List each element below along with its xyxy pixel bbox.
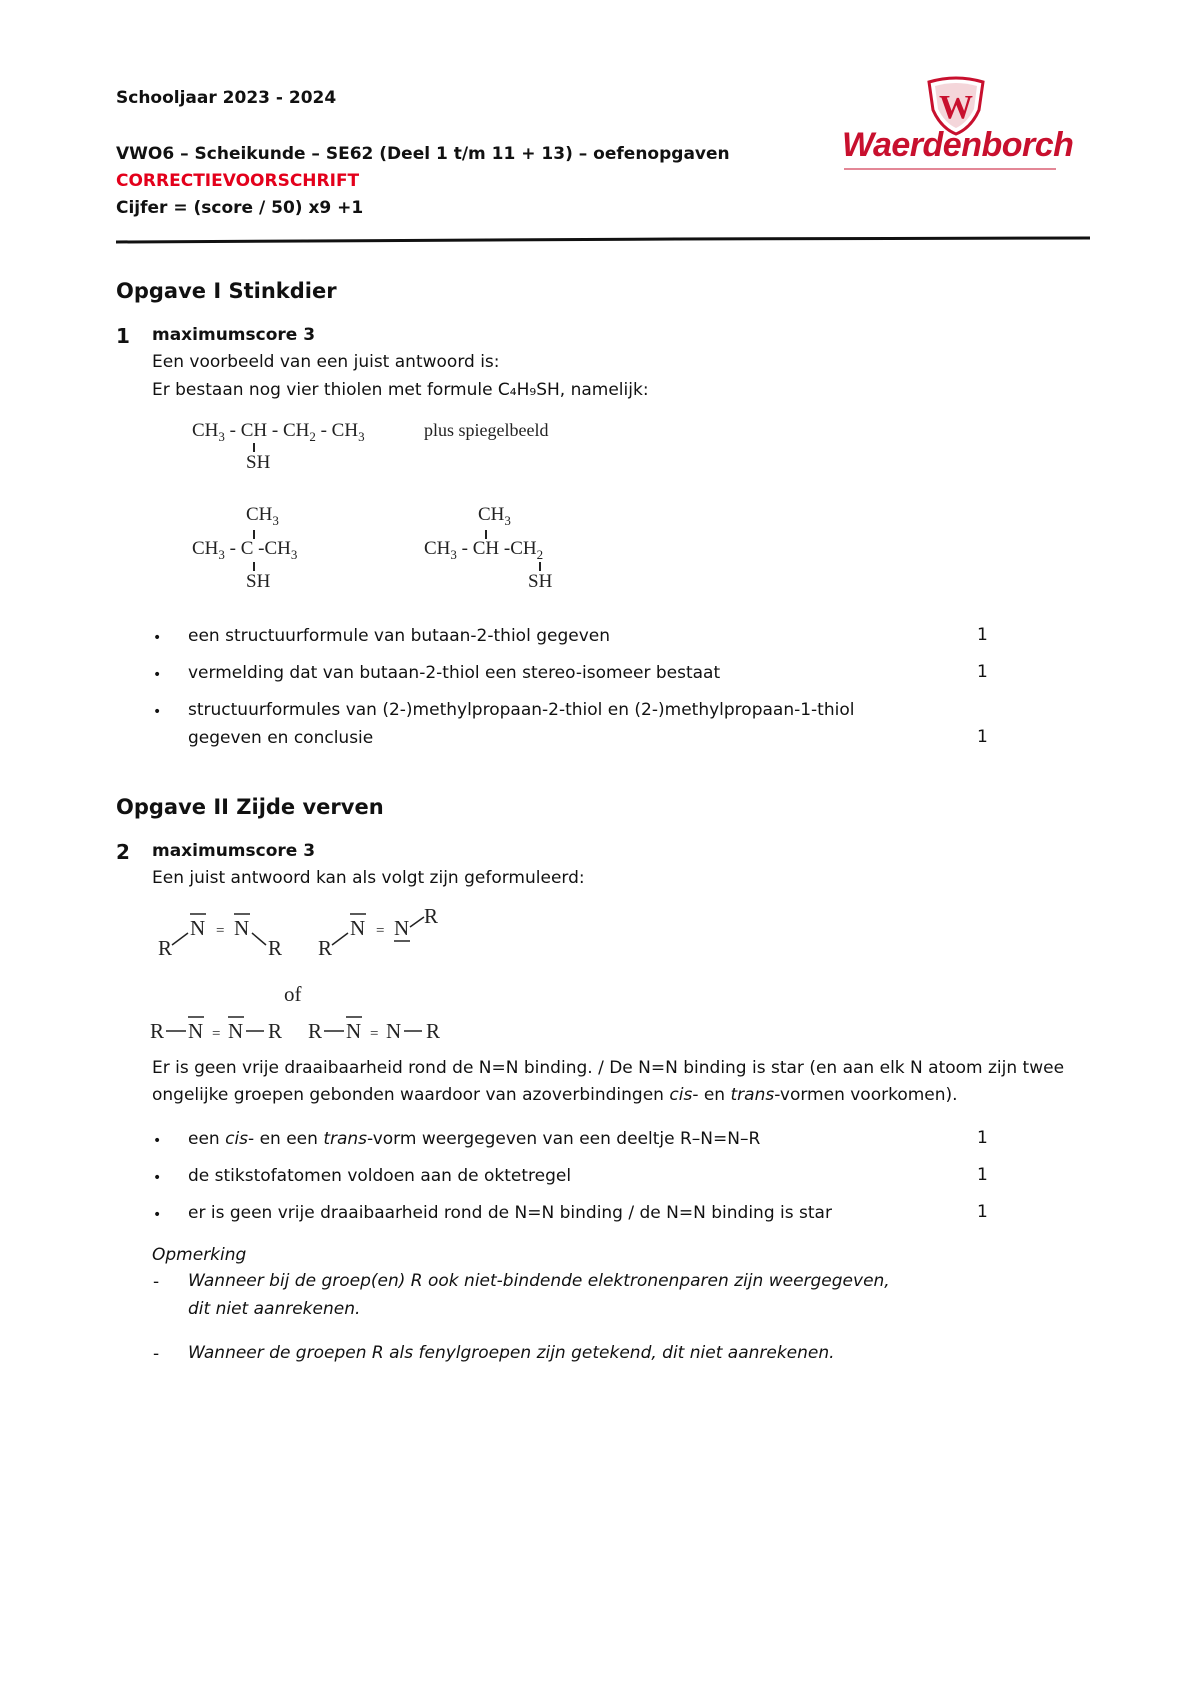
question-1-number: 1 bbox=[116, 324, 130, 348]
structure-3-top: $CH_3$ bbox=[478, 504, 511, 528]
svg-text:R: R bbox=[426, 1019, 441, 1043]
bullet-marker: • bbox=[153, 630, 162, 646]
svg-text:N: N bbox=[188, 1019, 204, 1043]
question-2-intro: Een juist antwoord kan als volgt zijn geformuleerd: bbox=[152, 868, 585, 888]
bullet-marker: • bbox=[153, 704, 162, 720]
remark-2: Wanneer de groepen R als fenylgroepen zijn getekend, dit niet aanrekenen. bbox=[188, 1343, 835, 1363]
svg-text:N: N bbox=[346, 1019, 362, 1043]
svg-text:R: R bbox=[318, 936, 333, 960]
svg-text:N: N bbox=[190, 916, 206, 940]
criterion-text: de stikstofatomen voldoen aan de oktetregel bbox=[188, 1166, 572, 1186]
svg-text:N: N bbox=[234, 916, 250, 940]
criterion-text: een cis- en een trans-vorm weergegeven van een deeltje R–N=N–R bbox=[188, 1129, 761, 1149]
remark-1-line-2: dit niet aanrekenen. bbox=[188, 1299, 361, 1319]
remark-dash: - bbox=[153, 1272, 160, 1292]
svg-text:N: N bbox=[394, 916, 410, 940]
svg-text:N: N bbox=[350, 916, 366, 940]
svg-text:=: = bbox=[376, 923, 385, 939]
remark-title: Opmerking bbox=[152, 1245, 247, 1265]
question-1-maxscore: maximumscore 3 bbox=[152, 325, 316, 345]
svg-text:=: = bbox=[370, 1026, 379, 1042]
svg-text:R: R bbox=[268, 936, 283, 960]
opgave-1-heading: Opgave I Stinkdier bbox=[116, 279, 337, 303]
bullet-marker: • bbox=[153, 1133, 162, 1149]
question-1-intro-2: Er bestaan nog vier thiolen met formule C₄H₉SH, namelijk: bbox=[152, 380, 649, 400]
criterion-text-continued: gegeven en conclusie bbox=[188, 728, 374, 748]
structure-3-sh: SH bbox=[528, 571, 553, 592]
bullet-marker: • bbox=[153, 1207, 162, 1223]
svg-text:R: R bbox=[308, 1019, 323, 1043]
explanation-line-2: ongelijke groepen gebonden waardoor van azoverbindingen cis- en trans-vormen voorkomen). bbox=[152, 1085, 958, 1105]
svg-text:R: R bbox=[150, 1019, 165, 1043]
svg-text:R: R bbox=[268, 1019, 283, 1043]
waerdenborch-logo bbox=[842, 76, 1074, 171]
bullet-marker: • bbox=[153, 1170, 162, 1186]
structure-2-sh: SH bbox=[246, 571, 271, 592]
criterion-text: een structuurformule van butaan-2-thiol gegeven bbox=[188, 626, 610, 646]
svg-text:R: R bbox=[424, 905, 439, 928]
svg-text:N: N bbox=[386, 1019, 402, 1043]
question-2-number: 2 bbox=[116, 840, 130, 864]
logo-underline bbox=[844, 168, 1056, 170]
document-subtitle: CORRECTIEVOORSCHRIFT bbox=[116, 171, 360, 191]
remark-1-line-1: Wanneer bij de groep(en) R ook niet-bindende elektronenparen zijn weergegeven, bbox=[188, 1271, 890, 1291]
svg-text:R: R bbox=[158, 936, 173, 960]
mirror-note: plus spiegelbeeld bbox=[424, 420, 549, 440]
criterion-text: structuurformules van (2-)methylpropaan-2-thiol en (2-)methylpropaan-1-thiol bbox=[188, 700, 855, 720]
document-title: VWO6 – Scheikunde – SE62 (Deel 1 t/m 11 + 13) – oefenopgaven bbox=[116, 144, 730, 164]
bond-line bbox=[253, 562, 255, 571]
criterion-score: 1 bbox=[977, 625, 988, 645]
svg-text:=: = bbox=[212, 1026, 221, 1042]
azo-structures-diagram bbox=[148, 905, 648, 1055]
bond-line bbox=[253, 443, 255, 452]
criterion-score: 1 bbox=[977, 662, 988, 682]
bond-line bbox=[539, 562, 541, 571]
criterion-score: 1 bbox=[977, 1202, 988, 1222]
structure-methylpropane-2-thiol: $CH_3$ - C $-CH_3$ bbox=[192, 538, 298, 562]
explanation-line-1: Er is geen vrije draaibaarheid rond de N=N binding. / De N=N binding is star (en aan elk N atoom zijn twee bbox=[152, 1058, 1065, 1078]
grade-formula: Cijfer = (score / 50) x9 +1 bbox=[116, 198, 364, 218]
opgave-2-heading: Opgave II Zijde verven bbox=[116, 795, 384, 819]
svg-text:of: of bbox=[284, 982, 302, 1006]
criterion-score: 1 bbox=[977, 1165, 988, 1185]
criterion-text: er is geen vrije draaibaarheid rond de N=N binding / de N=N binding is star bbox=[188, 1203, 832, 1223]
logo-text: Waerdenborch bbox=[842, 126, 1074, 164]
criterion-text: vermelding dat van butaan-2-thiol een stereo-isomeer bestaat bbox=[188, 663, 721, 683]
logo-letter: W bbox=[939, 89, 973, 126]
bullet-marker: • bbox=[153, 667, 162, 683]
schooljaar: Schooljaar 2023 - 2024 bbox=[116, 88, 337, 108]
header-divider bbox=[116, 236, 1090, 244]
question-1-intro: Een voorbeeld van een juist antwoord is: bbox=[152, 352, 500, 372]
remark-dash: - bbox=[153, 1344, 160, 1364]
structure-2-top: $CH_3$ bbox=[246, 504, 279, 528]
svg-text:N: N bbox=[228, 1019, 244, 1043]
structure-1-sh: SH bbox=[246, 452, 271, 473]
structure-butane-2-thiol: $CH_3$ - CH - $CH_2 - CH_3$ bbox=[192, 420, 365, 444]
structure-methylpropane-1-thiol: $CH_3$ - CH $-CH_2$ bbox=[424, 538, 544, 562]
criterion-score: 1 bbox=[977, 1128, 988, 1148]
criterion-score: 1 bbox=[977, 727, 988, 747]
question-2-maxscore: maximumscore 3 bbox=[152, 841, 316, 861]
svg-text:=: = bbox=[216, 923, 225, 939]
